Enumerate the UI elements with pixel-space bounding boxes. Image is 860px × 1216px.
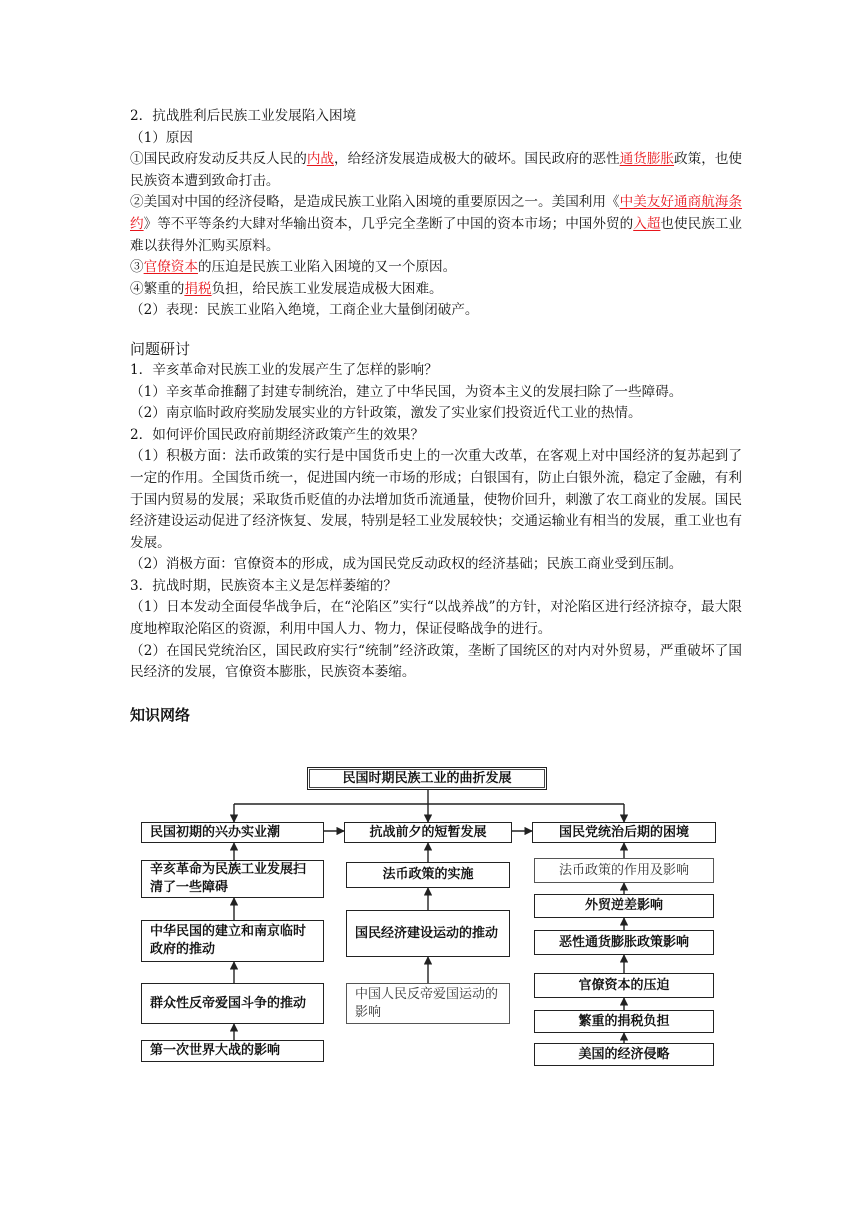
col1-box-1: 辛亥革命为民族工业发展扫清了一些障碍: [141, 860, 324, 898]
link-civil-war[interactable]: 内战: [306, 151, 335, 168]
question-1: 1．辛亥革命对民族工业的发展产生了怎样的影响？: [130, 361, 438, 378]
answer-2-1: （1）积极方面：法币政策的实行是中国货币史上的一次重大改革，在客观上对中国经济的复苏起到了一定的作用。全国货币统一，促进国内统一市场的形成；白银国有，防止白银外流，稳定了金融，有利于国内贸易的发展；采取货币贬值的办法增加货币流通量，使物价回升，刺激了农工商业的发展。国民经济建设运动促进了经济恢复、发展，特别是轻工业发展较快；交通运输业有相当的发展，重工业也有发展。: [130, 448, 742, 551]
performance: （2）表现：民族工业陷入绝境，工商企业大量倒闭破产。: [130, 302, 479, 319]
col3-head-box: 国民党统治后期的困境: [532, 822, 716, 843]
answer-1-2: （2）南京临时政府奖励发展实业的方针政策，激发了实业家们投资近代工业的热情。: [130, 405, 642, 422]
text-span: 负担，给民族工业发展造成极大困难。: [211, 280, 443, 297]
col1-box-2: 中华民国的建立和南京临时政府的推动: [141, 920, 324, 962]
col1-box-4: 第一次世界大战的影响: [141, 1040, 324, 1062]
text-span: 也使民族工业难以获得外汇购买原料。: [130, 215, 743, 254]
answer-1-1: （1）辛亥革命推翻了封建专制统治，建立了中华民国，为资本主义的发展扫除了一些障碍。: [130, 383, 683, 400]
text-span: ③: [130, 259, 144, 276]
research-heading: 问题研讨: [130, 339, 191, 358]
cause-4: [130, 279, 742, 301]
link-treaty[interactable]: 中美友好通商航海条约: [130, 194, 743, 232]
link-inflation[interactable]: 通货膨胀: [619, 151, 675, 168]
network-top-box: 民国时期民族工业的曲折发展: [307, 767, 547, 790]
answer-3-2: （2）在国民党统治区，国民政府实行“统制”经济政策，垄断了国统区的对内对外贸易，严重破坏了国民经济的发展，官僚资本膨胀，民族资本萎缩。: [130, 642, 742, 681]
col2-box-1: 法币政策的实施: [346, 862, 510, 888]
text-span: ②美国对中国的经济侵略，是造成民族工业陷入困境的重要原因之一。美国利用《: [130, 194, 620, 211]
col1-box-3: 群众性反帝爱国斗争的推动: [141, 983, 324, 1024]
cause-2: [130, 192, 742, 257]
text-span: ④繁重的: [130, 280, 185, 297]
answer-3-1: （1）日本发动全面侵华战争后，在“沦陷区”实行“以战养战”的方针，对沦陷区进行经济掠夺，最大限度地榨取沦陷区的资源，利用中国人力、物力，保证侵略战争的进行。: [130, 599, 742, 638]
col3-box-1: 法币政策的作用及影响: [534, 858, 714, 883]
question-2: 2．如何评价国民政府前期经济政策产生的效果？: [130, 426, 425, 443]
col3-box-5: 繁重的捐税负担: [534, 1010, 714, 1033]
col3-box-4: 官僚资本的压迫: [534, 973, 714, 998]
document-body: [130, 106, 742, 726]
network-heading: 知识网络: [130, 705, 191, 724]
col3-box-2: 外贸逆差影响: [534, 894, 714, 918]
col3-box-6: 美国的经济侵略: [534, 1043, 714, 1066]
text-span: ，给经济发展造成极大的破坏。国民政府的恶性: [334, 151, 620, 168]
link-trade-deficit[interactable]: 入超: [633, 215, 661, 232]
text-span: ①国民政府发动反共反人民的: [130, 151, 307, 168]
col3-box-3: 恶性通货膨胀政策影响: [534, 930, 714, 955]
text-span: 的压迫是民族工业陷入困境的又一个原因。: [197, 259, 457, 276]
cause-3: [130, 257, 742, 279]
text-span: 》等不平等条约大肆对华输出资本，几乎完全垄断了中国的资本市场；中国外贸的: [143, 215, 634, 232]
col2-head-box: 抗战前夕的短暂发展: [344, 822, 512, 843]
col1-head-box: 民国初期的兴办实业潮: [141, 822, 324, 843]
cause-1: [130, 149, 742, 192]
col2-box-3: 中国人民反帝爱国运动的影响: [346, 983, 510, 1024]
link-bureaucratic-capital[interactable]: 官僚资本: [143, 259, 198, 276]
col2-box-2: 国民经济建设运动的推动: [346, 910, 510, 957]
link-taxes[interactable]: 捐税: [184, 280, 212, 297]
question-3: 3．抗战时期，民族资本主义是怎样萎缩的？: [130, 577, 397, 594]
cause-heading: （1）原因: [130, 129, 194, 146]
text-span: 政策，也使民族资本遭到致命打击。: [130, 151, 743, 189]
section-title: 2．抗战胜利后民族工业发展陷入困境: [130, 108, 357, 124]
answer-2-2: （2）消极方面：官僚资本的形成，成为国民党反动政权的经济基础；民族工商业受到压制。: [130, 556, 683, 573]
